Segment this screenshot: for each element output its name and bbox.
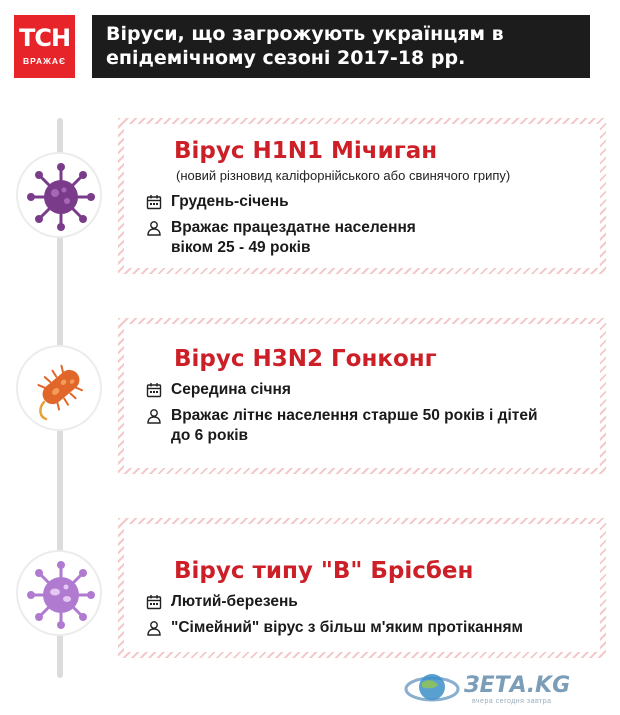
person-icon	[146, 220, 162, 236]
title-line-1: Віруси, що загрожують українцям в	[106, 23, 504, 45]
person-icon	[146, 408, 162, 424]
affects-text-1: Вражає літнє населення старше 50 років і дітей	[171, 407, 538, 424]
period-row	[146, 592, 298, 612]
virus-title: Вірус типу "В" Брісбен	[174, 558, 474, 584]
affects-text: "Сімейний" вірус з більш м'яким протіканням	[171, 619, 523, 636]
affects-text-2: віком 25 - 49 років	[171, 239, 311, 256]
lilac-virus-icon	[16, 550, 102, 636]
watermark-brand: ЗЕТА.KG	[464, 673, 571, 698]
watermark-tagline: вчера сегодня завтра	[472, 698, 552, 705]
virus-subtitle: (новий різновид каліфорнійського або свинячого грипу)	[176, 168, 511, 183]
calendar-icon	[146, 594, 162, 610]
period-text: Лютий-березень	[171, 593, 298, 610]
logo-sub-text: ВРАЖАЄ	[22, 56, 67, 66]
affects-row	[146, 406, 538, 446]
virus-card-type-b	[118, 518, 606, 658]
period-text: Грудень-січень	[171, 193, 289, 210]
affects-row	[146, 618, 523, 638]
virus-card-h1n1	[118, 118, 606, 274]
virus-title: Вірус H3N2 Гонконг	[174, 346, 437, 372]
calendar-icon	[146, 194, 162, 210]
virus-title: Вірус H1N1 Мічиган	[174, 138, 438, 164]
orange-bacterium-icon	[16, 345, 102, 431]
period-row	[146, 192, 289, 212]
watermark	[392, 667, 612, 707]
tsn-logo	[14, 15, 75, 78]
period-text: Середина січня	[171, 381, 291, 398]
affects-text-1: Вражає працездатне населення	[171, 219, 416, 236]
title-line-2: епідемічному сезоні 2017-18 рр.	[106, 47, 466, 69]
purple-virus-icon	[16, 152, 102, 238]
header	[0, 0, 620, 86]
logo-main-text: ТСН	[18, 24, 71, 52]
affects-row	[146, 218, 416, 258]
affects-text-2: до 6 років	[171, 427, 249, 444]
virus-card-h3n2	[118, 318, 606, 474]
globe-logo-icon	[392, 667, 462, 707]
period-row	[146, 380, 291, 400]
person-icon	[146, 620, 162, 636]
calendar-icon	[146, 382, 162, 398]
page-title	[92, 15, 590, 78]
